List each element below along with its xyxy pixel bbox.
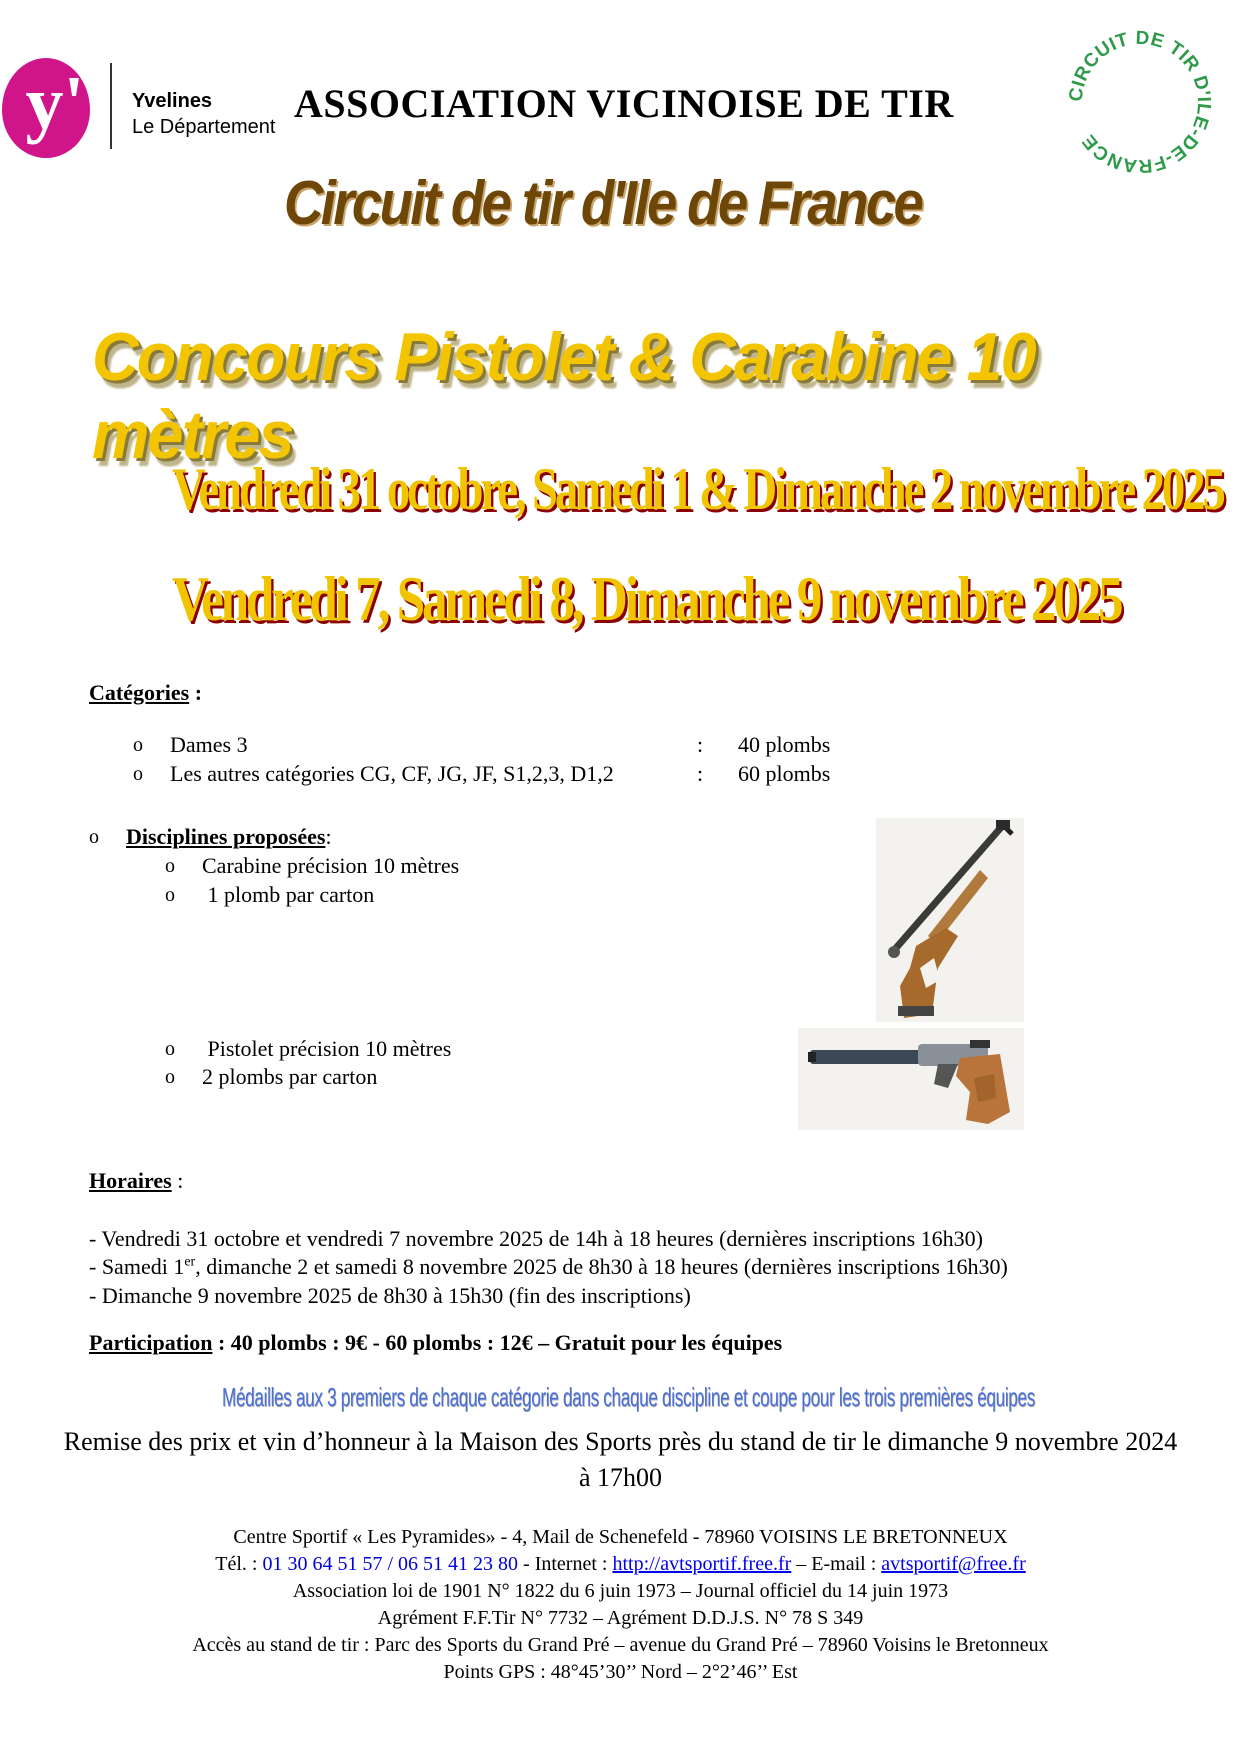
association-title: ASSOCIATION VICINOISE DE TIR [294, 81, 954, 126]
footer-gps: Points GPS : 48°45’30’’ Nord – 2°2’46’’ Est [443, 1661, 798, 1683]
pistol-image [798, 1028, 1024, 1130]
department-name: Yvelines [132, 90, 213, 112]
participation: Participation : 40 plombs : 9€ - 60 plombs : 12€ – Gratuit pour les équipes [89, 1330, 783, 1355]
discipline-pistolet: Pistolet précision 10 mètres [202, 1036, 452, 1061]
website-link[interactable]: http://avtsportif.free.fr [612, 1553, 792, 1575]
circuit-title: Circuit de tir d'Ile de France [284, 169, 922, 238]
footer-loi: Association loi de 1901 N° 1822 du 6 juin 1973 – Journal officiel du 14 juin 1973 [292, 1580, 949, 1602]
footer-contact: Tél. : 01 30 64 51 57 / 06 51 41 23 80 - Internet : http://avtsportif.free.fr – E-mail : avtsportif@free.fr [215, 1553, 1026, 1575]
horaires-line-3: - Dimanche 9 novembre 2025 de 8h30 à 15h30 (fin des inscriptions) [89, 1283, 691, 1308]
category-label: Dames 3 [170, 732, 248, 757]
dates-line-2: Vendredi 7, Samedi 8, Dimanche 9 novembre 2025 [172, 563, 1121, 634]
bullet: o [133, 734, 143, 756]
bullet: o [165, 1066, 175, 1088]
horaires-line-1: - Vendredi 31 octobre et vendredi 7 novembre 2025 de 14h à 18 heures (dernières inscriptions 16h30) [89, 1226, 984, 1251]
department-subtitle: Le Département [132, 116, 276, 138]
circuit-logo [1060, 22, 1220, 182]
categories-heading: Catégories : [89, 680, 203, 705]
horaires-heading: Horaires : [89, 1168, 184, 1193]
bullet: o [89, 826, 99, 848]
bullet: o [165, 1038, 175, 1060]
medailles-banner: Médailles aux 3 premiers de chaque catégorie dans chaque discipline et coupe pour les trois premières équipes [222, 1382, 1035, 1412]
bullet: o [133, 763, 143, 785]
horaires-line-2: - Samedi 1er, dimanche 2 et samedi 8 novembre 2025 de 8h30 à 18 heures (dernières inscriptions 16h30) [89, 1254, 1008, 1279]
dates-line-1: Vendredi 31 octobre, Samedi 1 & Dimanche 2 novembre 2025 [172, 456, 1223, 522]
discipline-pistolet-detail: 2 plombs par carton [202, 1064, 378, 1089]
category-value: 60 plombs [738, 761, 831, 786]
footer-acces: Accès au stand de tir : Parc des Sports du Grand Pré – avenue du Grand Pré – 78960 Voisins le Bretonneux [192, 1634, 1049, 1656]
category-separator: : [697, 761, 704, 786]
bullet: o [165, 855, 175, 877]
footer [60, 1524, 1181, 1686]
divider [110, 63, 112, 149]
remise-des-prix: Remise des prix et vin d’honneur à la Maison des Sports près du stand de tir le dimanche 9 novembre 2024 à 17h00 [63, 1427, 1178, 1492]
category-value: 40 plombs [738, 732, 831, 757]
circuit-logo-text: CIRCUIT DE TIR D'ILE-DE-FRANCE [1065, 27, 1215, 177]
footer-address: Centre Sportif « Les Pyramides» - 4, Mail de Schenefeld - 78960 VOISINS LE BRETONNEUX [233, 1526, 1008, 1548]
footer-agrement: Agrément F.F.Tir N° 7732 – Agrément D.D.J.S. N° 78 S 349 [377, 1607, 864, 1629]
yvelines-logo-letter: y' [25, 61, 85, 145]
svg-text:CIRCUIT DE TIR D'ILE-DE-FRANCE [1066, 28, 1215, 177]
discipline-carabine-detail: 1 plomb par carton [202, 882, 375, 907]
category-separator: : [697, 732, 704, 757]
disciplines-heading: Disciplines proposées: [126, 824, 332, 849]
email-link[interactable]: avtsportif@free.fr [881, 1553, 1026, 1575]
phone-numbers[interactable]: 01 30 64 51 57 / 06 51 41 23 80 [262, 1553, 519, 1575]
rifle-image [876, 818, 1024, 1022]
concours-title: Concours Pistolet & Carabine 10 mètres [92, 319, 1035, 473]
bullet: o [165, 884, 175, 906]
category-label: Les autres catégories CG, CF, JG, JF, S1,2,3, D1,2 [170, 761, 614, 786]
discipline-carabine: Carabine précision 10 mètres [202, 853, 460, 878]
